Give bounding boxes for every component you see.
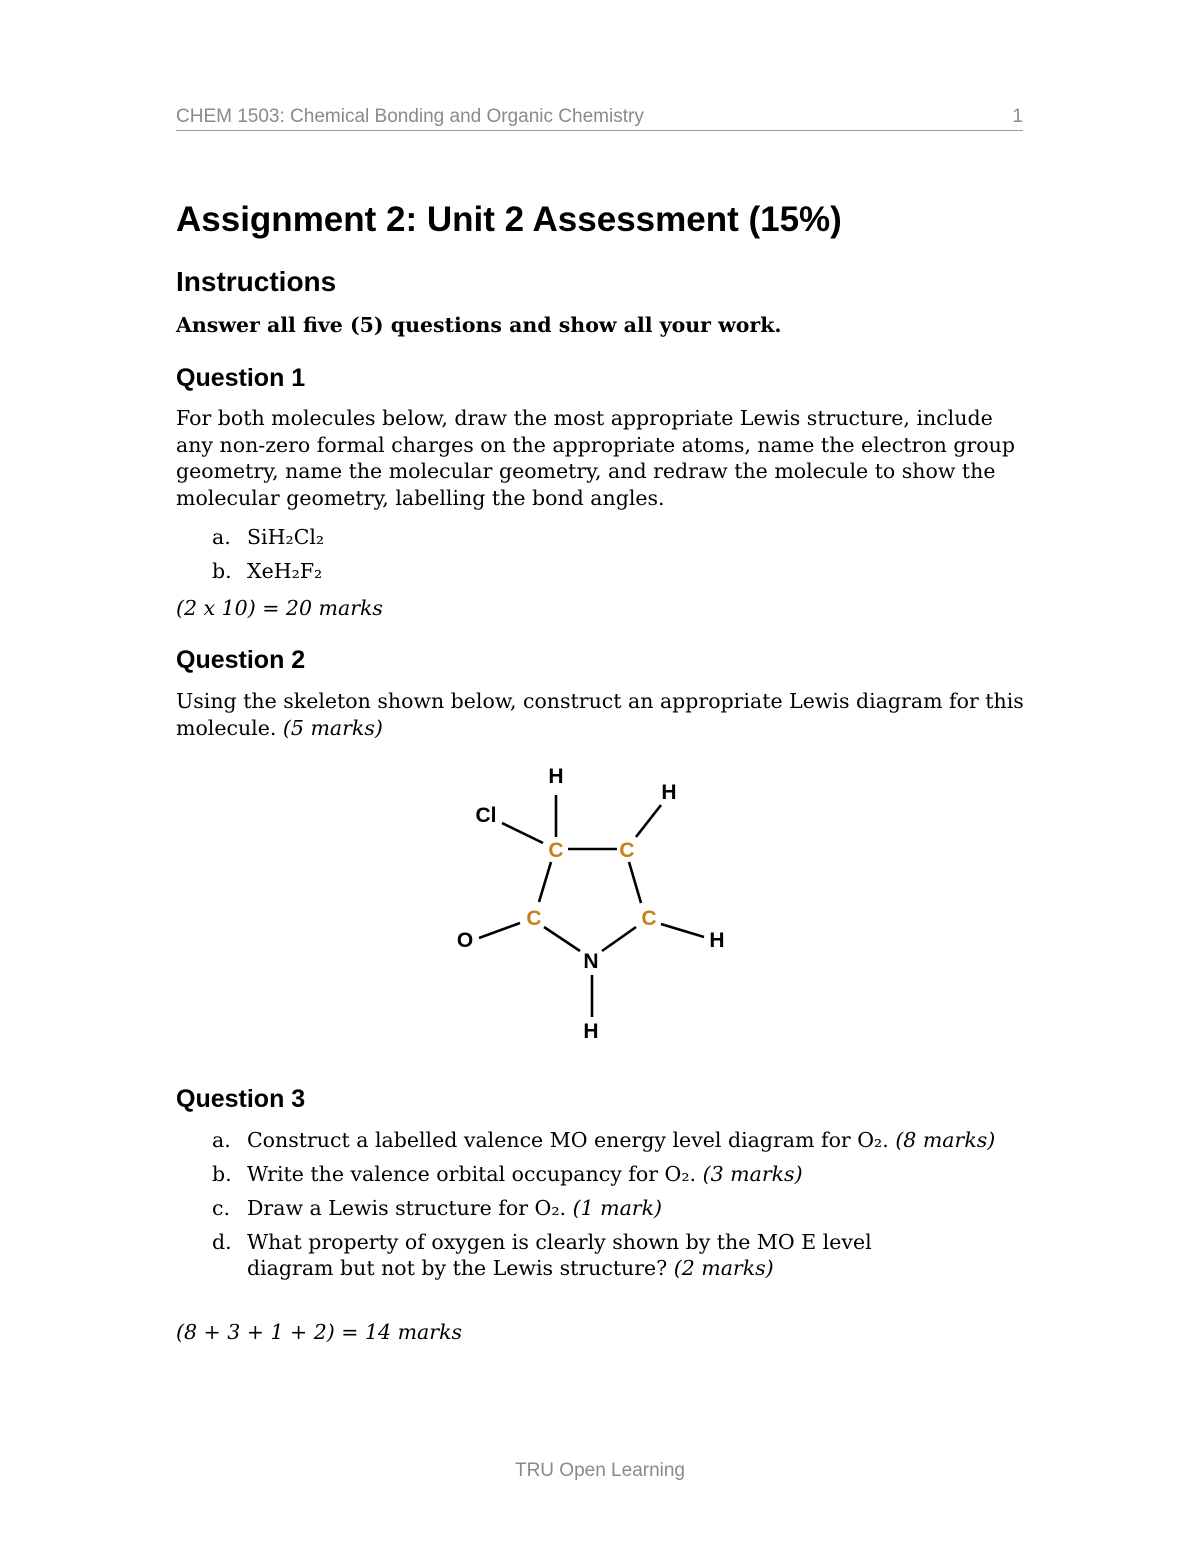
course-title: CHEM 1503: Chemical Bonding and Organic Chemistry xyxy=(176,106,644,127)
atom-cl: Cl xyxy=(475,804,497,827)
item-text: Construct a labelled valence MO energy level diagram for O₂. xyxy=(247,1128,889,1152)
bond xyxy=(602,927,636,951)
item-label: c. xyxy=(212,1196,230,1220)
list-item xyxy=(176,1229,1036,1281)
question-2-text xyxy=(176,688,1036,741)
instructions-heading: Instructions xyxy=(176,266,337,297)
question-1-text: For both molecules below, draw the most appropriate Lewis structure, include any non-zero formal charges on the appropriate atoms, name the electron group geometry, name the molecular geometry, and redraw the molecule to show the molecular geometry, labelling the bond angles. xyxy=(176,406,1015,510)
atom-c: C xyxy=(619,839,635,862)
item-marks: (8 marks) xyxy=(895,1128,996,1152)
question-1-heading: Question 1 xyxy=(176,364,306,392)
molecule-formula: SiH₂Cl₂ xyxy=(247,525,325,549)
bond xyxy=(539,862,551,902)
molecule-formula: XeH₂F₂ xyxy=(247,559,323,583)
list-item xyxy=(176,558,1036,584)
question-3-marks: (8 + 3 + 1 + 2) = 14 marks xyxy=(176,1320,463,1344)
footer-text: TRU Open Learning xyxy=(514,1460,686,1481)
atom-h: H xyxy=(548,765,564,788)
bond xyxy=(544,927,580,951)
page-number: 1 xyxy=(1012,106,1023,127)
bond xyxy=(661,924,704,937)
item-marks: (3 marks) xyxy=(702,1162,803,1186)
question-1-list xyxy=(176,524,1036,584)
atom-h: H xyxy=(583,1020,599,1043)
item-text: What property of oxygen is clearly shown by the MO E level diagram but not by the Lewis structure? xyxy=(247,1230,872,1280)
question-2-heading: Question 2 xyxy=(176,646,306,674)
question-3-list xyxy=(176,1127,1036,1281)
atom-c: C xyxy=(526,907,542,930)
atom-c: C xyxy=(641,907,657,930)
atom-n: N xyxy=(583,950,599,973)
item-marks: (1 mark) xyxy=(572,1196,663,1220)
bond xyxy=(629,862,641,903)
list-item xyxy=(176,1127,1036,1153)
item-label: b. xyxy=(212,1162,232,1186)
question-2-marks: (5 marks) xyxy=(282,715,383,740)
item-text: Write the valence orbital occupancy for O₂. xyxy=(247,1162,697,1186)
assignment-title: Assignment 2: Unit 2 Assessment (15%) xyxy=(176,200,842,239)
bond xyxy=(502,823,543,843)
atom-h: H xyxy=(709,929,725,952)
running-header xyxy=(176,106,1023,131)
list-item xyxy=(176,1161,1036,1187)
item-label: a. xyxy=(212,525,231,549)
list-item xyxy=(176,524,1036,550)
atom-o: O xyxy=(456,929,474,952)
item-text: Draw a Lewis structure for O₂. xyxy=(247,1196,567,1220)
bond xyxy=(479,923,520,938)
instructions-text: Answer all five (5) questions and show all your work. xyxy=(176,313,782,337)
atom-h: H xyxy=(661,781,677,804)
item-marks: (2 marks) xyxy=(673,1256,774,1280)
bond xyxy=(636,805,661,837)
item-label: a. xyxy=(212,1128,231,1152)
molecule-skeleton-diagram xyxy=(440,755,760,1055)
item-label: b. xyxy=(212,559,232,583)
atom-c: C xyxy=(548,839,564,862)
question-3-heading: Question 3 xyxy=(176,1085,306,1113)
question-1-marks: (2 x 10) = 20 marks xyxy=(176,596,383,620)
question-2-prompt: Using the skeleton shown below, construct an appropriate Lewis diagram for this molecule. xyxy=(176,689,1024,740)
list-item xyxy=(176,1195,1036,1221)
item-label: d. xyxy=(212,1230,232,1254)
